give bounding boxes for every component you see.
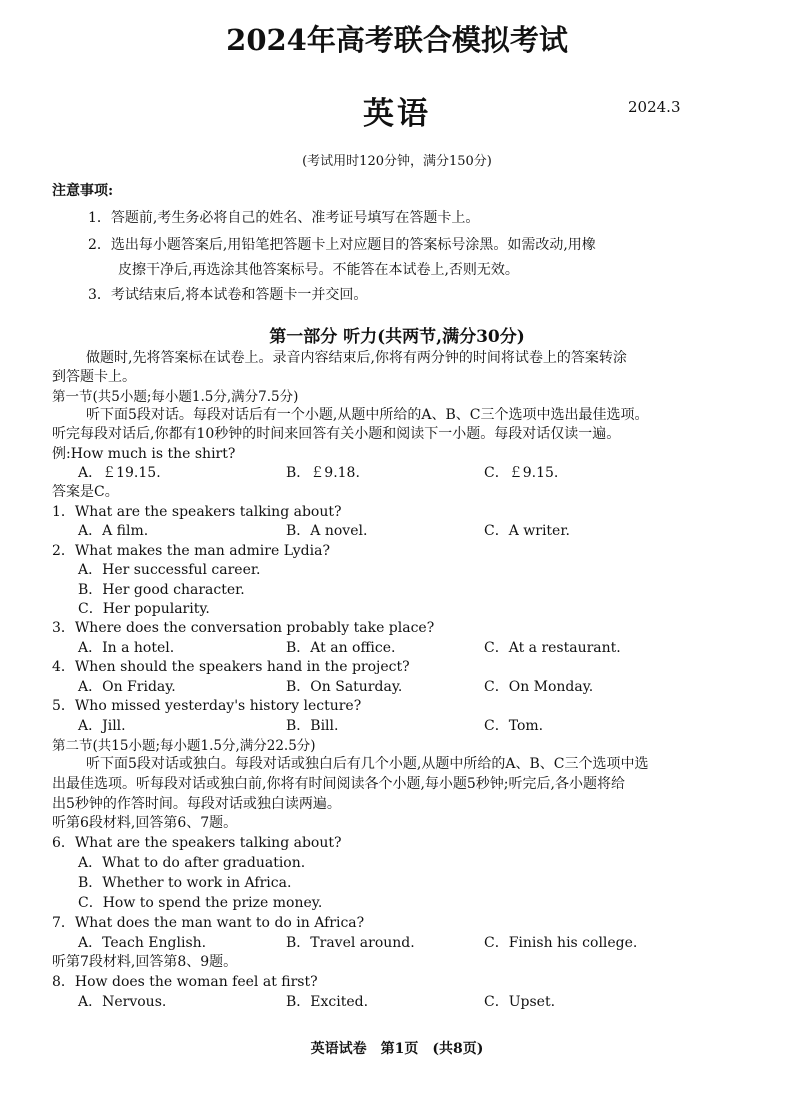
q6-option-b: B．Whether to work in Africa.: [78, 875, 292, 891]
question-1: 1．What are the speakers talking about?: [52, 504, 342, 520]
q6-option-c: C．How to spend the prize money.: [78, 895, 323, 911]
notice-item: 2．选出每小题答案后,用铅笔把答题卡上对应题目的答案标号涂黑。如需改动,用橡: [88, 237, 596, 253]
notice-item: 3．考试结束后,将本试卷和答题卡一并交回。: [88, 287, 368, 303]
q4-option-a: A．On Friday.: [78, 679, 176, 695]
q1-option-c: C．A writer.: [484, 523, 570, 539]
exam-date: 2024.3: [628, 98, 681, 116]
example-option-c: C．￡9.15.: [484, 465, 559, 481]
q3-option-a: A．In a hotel.: [78, 640, 175, 656]
q3-option-c: C．At a restaurant.: [484, 640, 621, 656]
q1-option-a: A．A film.: [78, 523, 149, 539]
subject-title: 英语: [363, 96, 431, 132]
q1-option-b: B．A novel.: [286, 523, 368, 539]
page-footer: 英语试卷 第1页 (共8页): [310, 1041, 484, 1057]
q8-option-a: A．Nervous.: [78, 994, 167, 1010]
notice-item: 1．答题前,考生务必将自己的姓名、准考证号填写在答题卡上。: [88, 210, 480, 226]
q2-option-c: C．Her popularity.: [78, 601, 210, 617]
question-4: 4．When should the speakers hand in the project?: [52, 659, 410, 675]
q7-option-b: B．Travel around.: [286, 935, 415, 951]
notice-item: 皮擦干净后,再选涂其他答案标号。不能答在本试卷上,否则无效。: [118, 262, 519, 278]
section1-intro: 听下面5段对话。每段对话后有一个小题,从题中所给的A、B、C三个选项中选出最佳选项。: [86, 407, 649, 423]
section1-heading: 第一节(共5小题;每小题1.5分,满分7.5分): [52, 389, 299, 405]
q4-option-c: C．On Monday.: [484, 679, 594, 695]
section2-intro: 出最佳选项。听每段对话或独白前,你将有时间阅读各个小题,每小题5秒钟;听完后,各小题将给: [52, 776, 625, 792]
question-5: 5．Who missed yesterday's history lecture?: [52, 698, 362, 714]
example-option-b: B．￡9.18.: [286, 465, 360, 481]
notice-heading: 注意事项:: [52, 183, 114, 199]
material-6-note: 听第6段材料,回答第6、7题。: [52, 815, 238, 831]
q5-option-c: C．Tom.: [484, 718, 544, 734]
section2-intro: 听下面5段对话或独白。每段对话或独白后有几个小题,从题中所给的A、B、C三个选项中选: [86, 756, 649, 772]
exam-title: 2024年高考联合模拟考试: [226, 23, 568, 57]
q7-option-a: A．Teach English.: [78, 935, 207, 951]
example-question: 例:How much is the shirt?: [52, 446, 236, 462]
q2-option-b: B．Her good character.: [78, 582, 245, 598]
example-option-a: A．￡19.15.: [78, 465, 161, 481]
q7-option-c: C．Finish his college.: [484, 935, 638, 951]
q6-option-a: A．What to do after graduation.: [78, 855, 306, 871]
question-7: 7．What does the man want to do in Africa?: [52, 915, 365, 931]
question-6: 6．What are the speakers talking about?: [52, 835, 342, 851]
q3-option-b: B．At an office.: [286, 640, 396, 656]
q8-option-b: B．Excited.: [286, 994, 369, 1010]
question-8: 8．How does the woman feel at first?: [52, 974, 318, 990]
section1-intro: 听完每段对话后,你都有10秒钟的时间来回答有关小题和阅读下一小题。每段对话仅读一遍。: [52, 426, 621, 442]
part1-intro: 到答题卡上。: [52, 369, 136, 385]
question-2: 2．What makes the man admire Lydia?: [52, 543, 330, 559]
part1-intro: 做题时,先将答案标在试卷上。录音内容结束后,你将有两分钟的时间将试卷上的答案转涂: [86, 350, 627, 366]
time-note: (考试用时120分钟，满分150分): [302, 154, 492, 169]
section2-intro: 出5秒钟的作答时间。每段对话或独白读两遍。: [52, 796, 341, 812]
example-answer: 答案是C。: [52, 484, 119, 500]
q5-option-b: B．Bill.: [286, 718, 339, 734]
material-7-note: 听第7段材料,回答第8、9题。: [52, 954, 238, 970]
q4-option-b: B．On Saturday.: [286, 679, 403, 695]
question-3: 3．Where does the conversation probably take place?: [52, 620, 435, 636]
part1-title: 第一部分 听力(共两节,满分30分): [269, 327, 525, 347]
q5-option-a: A．Jill.: [78, 718, 126, 734]
q8-option-c: C．Upset.: [484, 994, 556, 1010]
section2-heading: 第二节(共15小题;每小题1.5分,满分22.5分): [52, 738, 316, 754]
q2-option-a: A．Her successful career.: [78, 562, 261, 578]
